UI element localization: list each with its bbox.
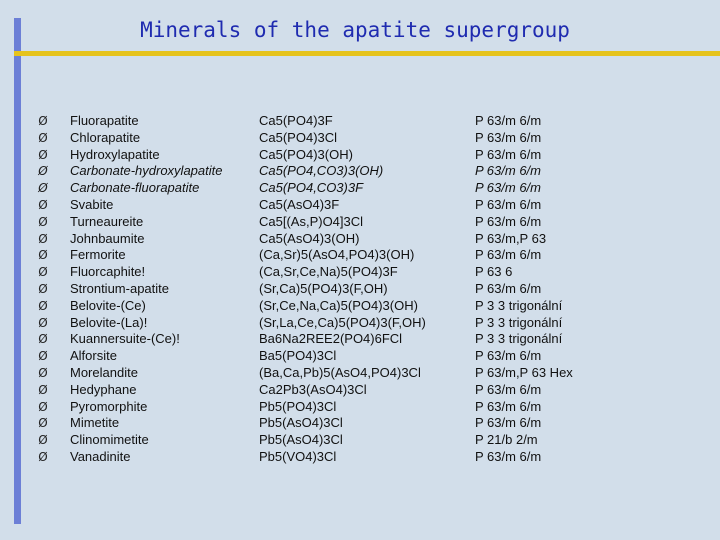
mineral-name: Fermorite bbox=[70, 247, 126, 263]
mineral-formula: Ca5(PO4)3(OH) bbox=[259, 146, 353, 162]
mineral-formula: Ca5(PO4)3Cl bbox=[259, 129, 338, 145]
mineral-name: Carbonate-fluorapatite bbox=[70, 180, 200, 196]
mineral-name: Pyromorphite bbox=[70, 398, 148, 414]
mineral-name: Morelandite bbox=[70, 364, 138, 380]
mineral-name: Strontium-apatite bbox=[70, 280, 169, 296]
arrow-bullet-icon: Ø bbox=[38, 332, 48, 347]
space-group: P 63/m 6/m bbox=[475, 381, 542, 397]
mineral-formula: (Sr,La,Ce,Ca)5(PO4)3(F,OH) bbox=[259, 314, 426, 330]
mineral-formula: Ca5(AsO4)3F bbox=[259, 196, 340, 212]
mineral-formula: Ca5(PO4,CO3)3(OH) bbox=[259, 163, 384, 179]
mineral-formula: Pb5(AsO4)3Cl bbox=[259, 415, 343, 431]
mineral-name: Johnbaumite bbox=[70, 230, 145, 246]
space-group: P 63/m,P 63 bbox=[475, 230, 547, 246]
space-group: P 63/m 6/m bbox=[475, 163, 541, 179]
mineral-name: Svabite bbox=[70, 196, 114, 212]
arrow-bullet-icon: Ø bbox=[38, 197, 48, 212]
arrow-bullet-icon: Ø bbox=[38, 114, 48, 128]
mineral-formula: Pb5(AsO4)3Cl bbox=[259, 432, 343, 448]
space-group: P 63/m 6/m bbox=[475, 196, 542, 212]
space-group: P 63/m 6/m bbox=[475, 213, 542, 229]
mineral-name: Hedyphane bbox=[70, 381, 137, 397]
mineral-formula: Ca2Pb3(AsO4)3Cl bbox=[259, 381, 367, 397]
mineral-formula: Ba6Na2REE2(PO4)6FCl bbox=[259, 331, 403, 347]
arrow-bullet-icon: Ø bbox=[38, 298, 48, 313]
mineral-formula: (Sr,Ca)5(PO4)3(F,OH) bbox=[259, 280, 388, 296]
mineral-name: Fluorcaphite! bbox=[70, 264, 146, 280]
mineral-formula: (Ca,Sr,Ce,Na)5(PO4)3F bbox=[259, 264, 398, 280]
space-group: P 63/m 6/m bbox=[475, 129, 542, 145]
arrow-bullet-icon: Ø bbox=[38, 231, 48, 246]
mineral-name: Mimetite bbox=[70, 415, 120, 431]
mineral-name: Hydroxylapatite bbox=[70, 146, 160, 162]
space-group: P 63/m 6/m bbox=[475, 146, 542, 162]
arrow-bullet-icon: Ø bbox=[38, 449, 48, 464]
space-group: P 63/m 6/m bbox=[475, 348, 542, 364]
mineral-formula: (Ba,Ca,Pb)5(AsO4,PO4)3Cl bbox=[259, 364, 421, 380]
mineral-formula: Ca5(PO4,CO3)3F bbox=[259, 180, 364, 196]
space-group: P 63/m 6/m bbox=[475, 398, 542, 414]
mineral-name: Vanadinite bbox=[70, 448, 131, 464]
arrow-bullet-icon: Ø bbox=[38, 349, 48, 364]
mineral-name: Carbonate-hydroxylapatite bbox=[70, 163, 223, 179]
mineral-name: Turneaureite bbox=[70, 213, 144, 229]
arrow-bullet-icon: Ø bbox=[38, 315, 48, 330]
mineral-formula: (Ca,Sr)5(AsO4,PO4)3(OH) bbox=[259, 247, 415, 263]
page-title: Minerals of the apatite supergroup bbox=[140, 18, 570, 42]
space-group: P 3 3 trigonální bbox=[475, 331, 563, 347]
space-group: P 63/m 6/m bbox=[475, 180, 541, 196]
arrow-bullet-icon: Ø bbox=[38, 130, 48, 145]
arrow-bullet-icon: Ø bbox=[38, 214, 48, 229]
space-group: P 63/m 6/m bbox=[475, 113, 542, 128]
mineral-name: Alforsite bbox=[70, 348, 117, 364]
title-underline bbox=[14, 51, 720, 56]
mineral-name: Fluorapatite bbox=[70, 113, 139, 128]
mineral-name: Chlorapatite bbox=[70, 129, 141, 145]
arrow-bullet-icon: Ø bbox=[38, 433, 48, 448]
arrow-bullet-icon: Ø bbox=[38, 164, 48, 179]
space-group: P 21/b 2/m bbox=[475, 432, 538, 448]
mineral-name: Kuannersuite-(Ce)! bbox=[70, 331, 180, 347]
space-group: P 3 3 trigonální bbox=[475, 314, 563, 330]
arrow-bullet-icon: Ø bbox=[38, 365, 48, 380]
space-group: P 63 6 bbox=[475, 264, 513, 280]
space-group: P 3 3 trigonální bbox=[475, 297, 563, 313]
space-group: P 63/m,P 63 Hex bbox=[475, 364, 573, 380]
arrow-bullet-icon: Ø bbox=[38, 181, 48, 196]
mineral-formula: Ba5(PO4)3Cl bbox=[259, 348, 337, 364]
mineral-formula: (Sr,Ce,Na,Ca)5(PO4)3(OH) bbox=[259, 297, 418, 313]
arrow-bullet-icon: Ø bbox=[38, 281, 48, 296]
mineral-formula: Pb5(VO4)3Cl bbox=[259, 448, 337, 464]
arrow-bullet-icon: Ø bbox=[38, 147, 48, 162]
mineral-formula: Ca5(PO4)3F bbox=[259, 113, 333, 128]
mineral-formula: Ca5(AsO4)3(OH) bbox=[259, 230, 360, 246]
space-group: P 63/m 6/m bbox=[475, 280, 542, 296]
arrow-bullet-icon: Ø bbox=[38, 399, 48, 414]
space-group: P 63/m 6/m bbox=[475, 247, 542, 263]
arrow-bullet-icon: Ø bbox=[38, 416, 48, 431]
arrow-bullet-icon: Ø bbox=[38, 248, 48, 263]
mineral-formula: Ca5[(As,P)O4]3Cl bbox=[259, 213, 364, 229]
mineral-name: Belovite-(Ce) bbox=[70, 297, 146, 313]
arrow-bullet-icon: Ø bbox=[38, 265, 48, 280]
mineral-formula: Pb5(PO4)3Cl bbox=[259, 398, 337, 414]
mineral-name: Belovite-(La)! bbox=[70, 314, 148, 330]
mineral-name: Clinomimetite bbox=[70, 432, 149, 448]
space-group: P 63/m 6/m bbox=[475, 415, 542, 431]
left-accent-bar bbox=[14, 18, 21, 524]
space-group: P 63/m 6/m bbox=[475, 448, 542, 464]
arrow-bullet-icon: Ø bbox=[38, 382, 48, 397]
